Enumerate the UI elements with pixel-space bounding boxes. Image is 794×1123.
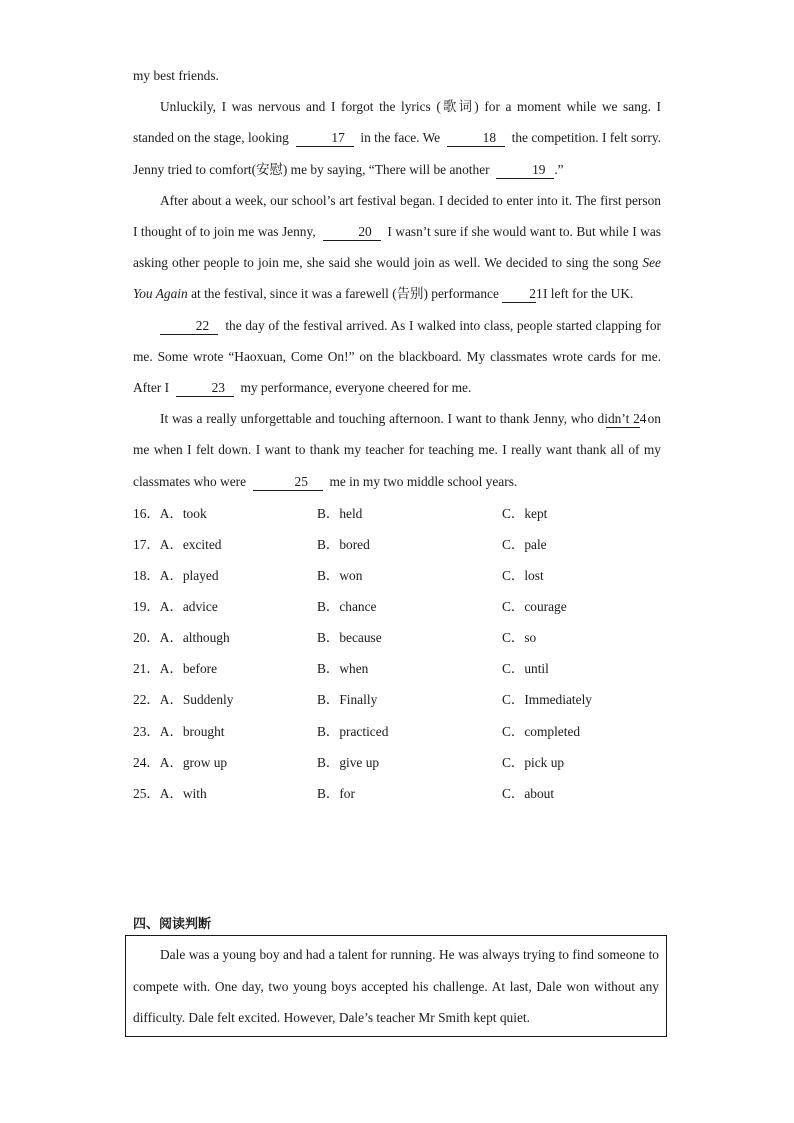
option-c[interactable]: C．about [502, 785, 555, 801]
option-a[interactable]: 21．A．before [133, 661, 218, 677]
passage-paragraph-4 [133, 403, 661, 497]
blank-24[interactable]: 24 [606, 411, 640, 428]
option-b[interactable]: B．give up [317, 754, 380, 770]
song-title: See You Again [133, 255, 661, 302]
passage-paragraph-2 [133, 185, 661, 310]
option-row [133, 497, 661, 528]
passage-text: the competition. I felt sorry. Jenny tried to comfort(安慰) me by saying, “There will be another [133, 130, 662, 177]
passage-text: .” [554, 161, 564, 177]
option-row [133, 715, 661, 746]
passage-text: I left for the UK. [542, 286, 634, 302]
reading-passage-box [125, 935, 667, 1037]
passage-text: It was a really unforgettable and touching afternoon. I want to thank Jenny, who didn’t [160, 411, 630, 427]
option-a[interactable]: 25．A．with [133, 785, 207, 801]
option-row [133, 746, 661, 777]
passage-text: my best friends. [133, 68, 219, 83]
blank-21[interactable]: 21 [502, 286, 536, 303]
option-a[interactable]: 22．A．Suddenly [133, 692, 234, 708]
option-b[interactable]: B．bored [317, 536, 370, 552]
blank-18[interactable]: 18 [447, 130, 505, 147]
option-b[interactable]: B．Finally [317, 692, 378, 708]
option-row [133, 621, 661, 652]
option-c[interactable]: C．kept [502, 505, 548, 521]
option-c[interactable]: C．so [502, 630, 537, 646]
cloze-passage [133, 60, 661, 808]
option-a[interactable]: 19．A．advice [133, 599, 218, 615]
option-a[interactable]: 20．A．although [133, 630, 230, 646]
passage-text: the day of the festival arrived. As I walked into class, people started clapping for me. Some wrote “Haoxuan, Come On!” on the blackboard. My classmates wrote cards for me. After I [133, 317, 661, 396]
blank-20[interactable]: 20 [323, 224, 381, 241]
option-c[interactable]: C．completed [502, 723, 581, 739]
option-row [133, 528, 661, 559]
option-c[interactable]: C．pick up [502, 754, 565, 770]
passage-paragraph-1 [133, 91, 661, 185]
answer-options [133, 497, 661, 808]
option-b[interactable]: B．held [317, 505, 363, 521]
blank-23[interactable]: 23 [176, 380, 234, 397]
option-b[interactable]: B．practiced [317, 723, 389, 739]
option-a[interactable]: 16．A．took [133, 505, 207, 521]
option-a[interactable]: 18．A．played [133, 568, 219, 584]
passage-line-0 [133, 60, 661, 91]
option-b[interactable]: B．because [317, 630, 382, 646]
passage-text: my performance, everyone cheered for me. [240, 380, 472, 396]
option-b[interactable]: B．chance [317, 599, 377, 615]
option-b[interactable]: B．when [317, 661, 369, 677]
option-row [133, 590, 661, 621]
passage-paragraph-3 [133, 310, 661, 404]
option-row [133, 683, 661, 714]
blank-22[interactable]: 22 [160, 318, 218, 335]
passage-text: me in my two middle school years. [329, 473, 518, 489]
passage-text: After about a week, our school’s art festival began. I decided to enter into it. The first person I thought of to join me was Jenny, [133, 192, 661, 240]
option-row [133, 777, 661, 808]
section-title: 四、阅读判断 [133, 917, 212, 932]
blank-17[interactable]: 17 [296, 130, 354, 147]
option-c[interactable]: C．courage [502, 599, 567, 615]
option-c[interactable]: C．until [502, 661, 549, 677]
option-row [133, 559, 661, 590]
passage-text: Unluckily, I was nervous and I forgot the lyrics (歌词) for a moment while we sang. I standed on the stage, looking [133, 99, 661, 146]
blank-19[interactable]: 19 [496, 162, 554, 179]
blank-25[interactable]: 25 [253, 474, 323, 491]
option-a[interactable]: 17．A．excited [133, 536, 222, 552]
option-row [133, 652, 661, 683]
option-c[interactable]: C．Immediately [502, 692, 592, 708]
option-c[interactable]: C．lost [502, 568, 544, 584]
option-b[interactable]: B．won [317, 568, 363, 584]
reading-passage-text: Dale was a young boy and had a talent for running. He was always trying to find someone to compete with. One day, two young boys accepted his challenge. At last, Dale won without any difficulty. Dale felt excited. However, Dale’s teacher Mr Smith kept quiet. [133, 947, 659, 1025]
option-c[interactable]: C．pale [502, 536, 547, 552]
passage-text: in the face. We [360, 130, 441, 146]
option-b[interactable]: B．for [317, 785, 355, 801]
passage-text: on me when I felt down. I want to thank my teacher for teaching me. I really want thank all of my classmates who were [133, 411, 661, 489]
passage-text: I wasn’t sure if she would want to. But while I was asking other people to join me, she said she would join as well. We decided to sing the song [133, 224, 661, 271]
option-a[interactable]: 23．A．brought [133, 723, 225, 739]
option-a[interactable]: 24．A．grow up [133, 754, 228, 770]
passage-text: at the festival, since it was a farewell (告别) performance [191, 286, 499, 302]
